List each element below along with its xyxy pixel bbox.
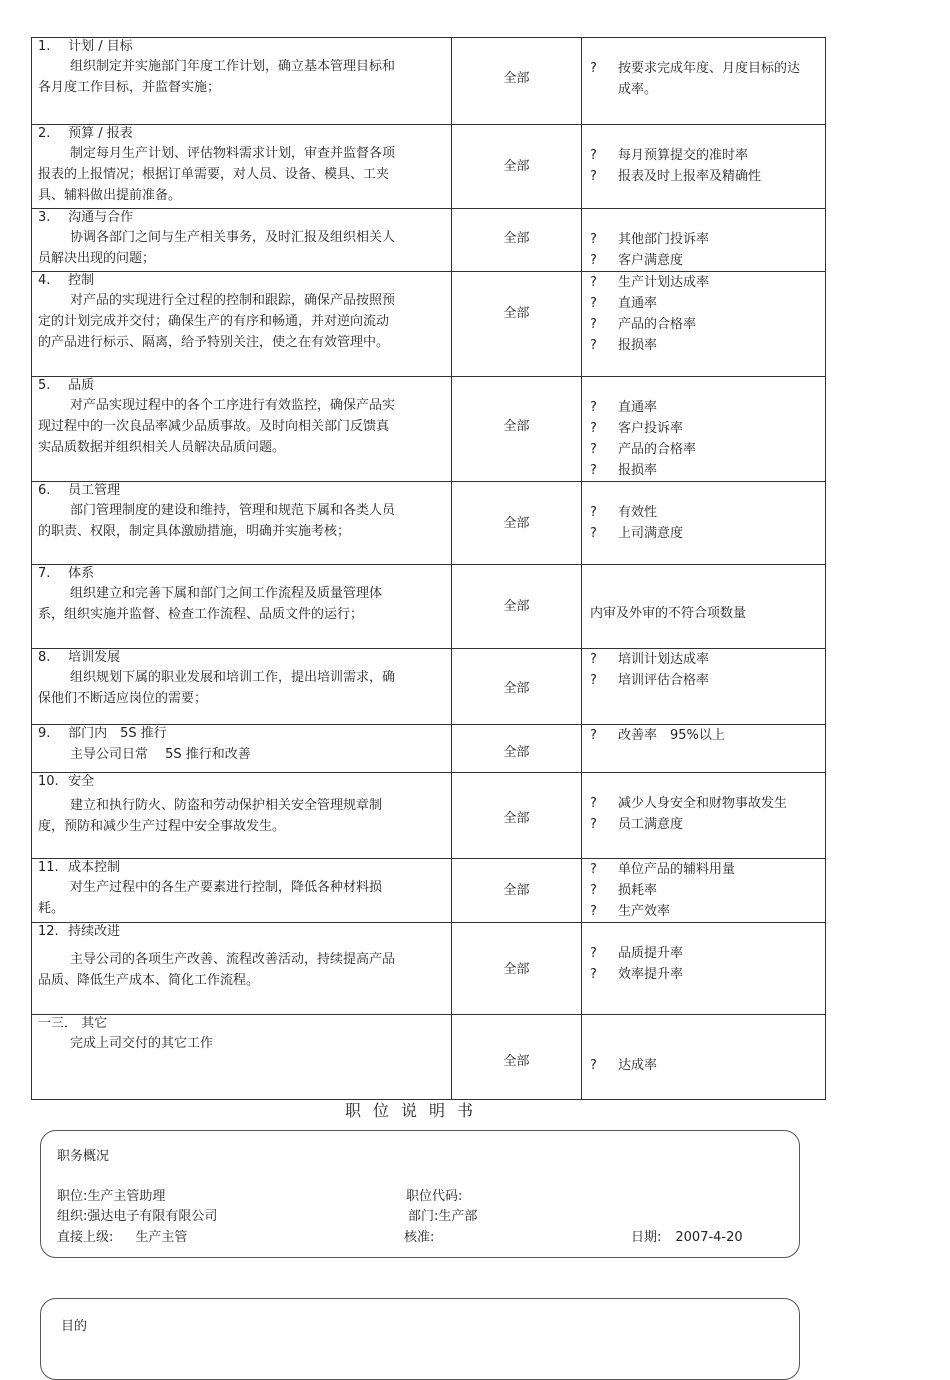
kpi-text: 报表及时上报率及精确性 [618,169,762,184]
duty-scope: 全部 [503,71,530,86]
kpi-item [590,314,817,335]
overview-box [40,1130,800,1258]
supervisor-field [57,1226,187,1245]
position-value: 生产主管助理 [87,1189,166,1204]
bullet-marker: ? [590,817,597,832]
bullet-marker: ? [590,883,597,898]
duty-number: 9. [38,726,51,741]
duty-row [32,38,826,125]
duty-row [32,725,826,773]
kpi-text: 效率提升率 [618,967,684,982]
duty-number: 7. [38,566,51,581]
duty-title-text: 部门内 5S 推行 [68,726,167,741]
bullet-marker: ? [590,728,597,743]
org-value: 强达电子有限有限公司 [87,1209,218,1224]
duty-title [38,859,445,877]
duty-title-text: 员工管理 [68,483,121,498]
code-field [406,1185,462,1204]
duty-row [32,773,826,859]
duty-title [38,125,445,143]
kpi-item [590,793,817,814]
kpi-item [590,502,817,523]
duty-desc: 建立和执行防火、防盗和劳动保护相关安全管理规章制度，预防和减少生产过程中安全事故发生。 [38,798,383,834]
kpi-item [590,649,817,670]
kpi-item [590,335,817,356]
duty-number: 一三． [38,1016,78,1031]
duty-description-cell [32,1015,452,1100]
kpi-text: 培训计划达成率 [618,652,710,667]
kpi-text: 产品的合格率 [618,442,697,457]
duty-scope: 全部 [503,231,530,246]
dept-value: 生产部 [438,1209,478,1224]
duty-title-text: 沟通与合作 [68,210,134,225]
kpi-text: 达成率 [618,1058,658,1073]
duty-description-cell [32,923,452,1015]
duty-title-text: 控制 [68,273,95,288]
duty-number: 8. [38,650,51,665]
duty-scope: 全部 [503,1054,530,1069]
duty-row [32,209,826,272]
date-value: 2007-4-20 [675,1230,743,1245]
kpi-item [590,439,817,460]
duty-title [38,773,445,791]
duty-title [38,923,445,941]
duty-row [32,482,826,565]
kpi-item [590,58,817,100]
duty-description-cell [32,482,452,565]
date-label: 日期: [631,1230,662,1245]
position-field [57,1185,165,1204]
duty-title [38,482,445,500]
duty-scope-cell [452,923,582,1015]
kpi-text: 报损率 [618,463,658,478]
duty-description-cell [32,773,452,859]
bullet-marker: ? [590,296,597,311]
duty-title [38,1015,445,1033]
bullet-marker: ? [590,61,597,76]
bullet-marker: ? [590,862,597,877]
bullet-marker: ? [590,967,597,982]
duty-scope: 全部 [503,745,530,760]
kpi-text: 生产计划达成率 [618,275,710,290]
dept-label: 部门: [408,1209,439,1224]
duty-scope: 全部 [503,306,530,321]
kpi-text: 品质提升率 [618,946,684,961]
duty-kpi-cell [582,125,826,209]
duty-title-text: 其它 [81,1016,108,1031]
duty-number: 2. [38,126,51,141]
overview-heading: 职务概况 [57,1149,110,1164]
approve-label: 核准: [404,1230,435,1245]
duty-number: 10. [38,774,59,789]
duty-desc: 组织制定并实施部门年度工作计划，确立基本管理目标和各月度工作目标，并监督实施； [38,59,396,95]
kpi-item [590,814,817,835]
kpi-text: 有效性 [618,505,658,520]
bullet-marker: ? [590,169,597,184]
duty-description-cell [32,725,452,773]
duty-desc: 组织规划下属的职业发展和培训工作，提出培训需求，确保他们不断适应岗位的需要； [38,670,396,706]
bullet-marker: ? [590,442,597,457]
kpi-item [590,670,817,691]
bullet-marker: ? [590,463,597,478]
kpi-item [590,523,817,544]
duty-number: 5. [38,378,51,393]
duty-scope-cell [452,725,582,773]
duty-kpi-cell [582,923,826,1015]
org-label: 组织: [57,1209,88,1224]
duties-table [31,37,826,1100]
kpi-item [590,725,817,746]
duty-row [32,565,826,649]
duty-scope-cell [452,38,582,125]
duty-desc: 对产品的实现进行全过程的控制和跟踪，确保产品按照预定的计划完成并交付；确保生产的有序和畅通，并对逆向流动的产品进行标示、隔离，给予特别关注，使之在有效管理中。 [38,293,396,350]
duty-row [32,125,826,209]
duty-desc: 对生产过程中的各生产要素进行控制，降低各种材料损耗。 [38,880,383,916]
duty-row [32,859,826,923]
duty-scope-cell [452,565,582,649]
kpi-item [590,964,817,985]
duty-scope-cell [452,649,582,725]
duty-title [38,649,445,667]
duty-title [38,377,445,395]
duty-kpi-cell [582,482,826,565]
kpi-item [590,418,817,439]
kpi-text: 单位产品的辅料用量 [618,862,736,877]
position-label: 职位: [57,1189,88,1204]
duty-title-text: 持续改进 [68,924,121,939]
duty-description-cell [32,125,452,209]
bullet-marker: ? [590,1058,597,1073]
kpi-item [590,250,817,271]
duty-scope: 全部 [503,883,530,898]
duty-title [38,209,445,227]
kpi-text: 培训评估合格率 [618,673,710,688]
kpi-text: 直通率 [618,400,658,415]
duty-desc: 完成上司交付的其它工作 [70,1036,214,1051]
bullet-marker: ? [590,526,597,541]
duty-row [32,1015,826,1100]
duty-title [38,565,445,583]
duty-scope-cell [452,125,582,209]
bullet-marker: ? [590,421,597,436]
duty-desc: 部门管理制度的建设和维持，管理和规范下属和各类人员的职责、权限，制定具体激励措施，明确并实施考核； [38,503,396,539]
dept-field [408,1205,477,1224]
duty-title [38,38,445,56]
bullet-marker: ? [590,317,597,332]
bullet-marker: ? [590,400,597,415]
bullet-marker: ? [590,253,597,268]
duty-title [38,725,445,743]
duty-title-text: 品质 [68,378,95,393]
duty-scope-cell [452,209,582,272]
duty-title-text: 安全 [68,774,95,789]
duty-description-cell [32,209,452,272]
duty-kpi-cell [582,859,826,923]
date-field [631,1226,743,1245]
duty-description-cell [32,38,452,125]
duty-desc: 主导公司的各项生产改善、流程改善活动，持续提高产品品质、降低生产成本、简化工作流程。 [38,952,396,988]
kpi-text: 减少人身安全和财物事故发生 [618,796,788,811]
purpose-box [40,1298,800,1380]
duty-scope-cell [452,272,582,377]
duty-row [32,923,826,1015]
kpi-text: 内审及外审的不符合项数量 [590,606,747,621]
kpi-item [590,145,817,166]
kpi-item [590,460,817,481]
duty-kpi-cell [582,377,826,482]
bullet-marker: ? [590,505,597,520]
kpi-item [590,229,817,250]
duty-desc: 主导公司日常 5S 推行和改善 [70,747,251,762]
supervisor-label: 直接上级: [57,1230,114,1245]
duty-description-cell [32,377,452,482]
duty-description-cell [32,272,452,377]
kpi-item [590,166,817,187]
duty-row [32,272,826,377]
bullet-marker: ? [590,946,597,961]
kpi-item [590,1055,817,1076]
duty-desc: 协调各部门之间与生产相关事务，及时汇报及组织相关人员解决出现的问题； [38,230,396,266]
supervisor-value: 生产主管 [135,1230,188,1245]
duty-scope-cell [452,1015,582,1100]
kpi-text: 损耗率 [618,883,658,898]
duty-scope: 全部 [503,681,530,696]
duty-number: 4. [38,273,51,288]
duty-title-text: 成本控制 [68,860,121,875]
duty-number: 3. [38,210,51,225]
duty-kpi-cell [582,38,826,125]
duty-row [32,377,826,482]
kpi-item [590,901,817,922]
duty-scope: 全部 [503,962,530,977]
duty-number: 11. [38,860,59,875]
duty-desc: 制定每月生产计划、评估物料需求计划，审查并监督各项报表的上报情况；根据订单需要，对人员、设备、模具、工夹具、辅料做出提前准备。 [38,146,396,203]
kpi-text: 报损率 [618,338,658,353]
duty-scope: 全部 [503,159,530,174]
kpi-text: 客户投诉率 [618,421,684,436]
duty-desc: 组织建立和完善下属和部门之间工作流程及质量管理体系，组织实施并监督、检查工作流程、品质文件的运行； [38,586,383,622]
kpi-text: 其他部门投诉率 [618,232,710,247]
bullet-marker: ? [590,652,597,667]
duty-description-cell [32,859,452,923]
bullet-marker: ? [590,904,597,919]
duty-number: 12. [38,924,59,939]
duty-description-cell [32,565,452,649]
kpi-item [590,943,817,964]
duty-scope: 全部 [503,599,530,614]
duty-kpi-cell [582,1015,826,1100]
bullet-marker: ? [590,232,597,247]
kpi-text: 生产效率 [618,904,671,919]
duty-title [38,272,445,290]
kpi-item [590,272,817,293]
bullet-marker: ? [590,148,597,163]
duty-scope-cell [452,859,582,923]
duty-kpi-cell [582,272,826,377]
duty-title-text: 体系 [68,566,95,581]
duty-kpi-cell [582,565,826,649]
duty-desc: 对产品实现过程中的各个工序进行有效监控，确保产品实现过程中的一次良品率减少品质事故。及时向相关部门反馈真实品质数据并组织相关人员解决品质问题。 [38,398,396,455]
duty-scope: 全部 [503,419,530,434]
duty-title-text: 培训发展 [68,650,121,665]
kpi-text: 改善率 95%以上 [618,728,725,743]
duty-kpi-cell [582,725,826,773]
duty-kpi-cell [582,773,826,859]
kpi-text: 直通率 [618,296,658,311]
kpi-text: 每月预算提交的准时率 [618,148,749,163]
kpi-text: 上司满意度 [618,526,684,541]
kpi-item [590,293,817,314]
kpi-text: 按要求完成年度、月度目标的达成率。 [618,61,801,97]
duty-title-text: 计划 / 目标 [68,39,133,54]
duty-number: 1. [38,39,51,54]
kpi-text: 客户满意度 [618,253,684,268]
duty-kpi-cell [582,649,826,725]
bullet-marker: ? [590,338,597,353]
duty-description-cell [32,649,452,725]
duty-scope: 全部 [503,516,530,531]
purpose-heading: 目的 [61,1319,88,1334]
kpi-item [590,859,817,880]
document-title: 职位说明书 [344,1101,485,1120]
duty-title-text: 预算 / 报表 [68,126,133,141]
bullet-marker: ? [590,275,597,290]
duty-kpi-cell [582,209,826,272]
duty-scope: 全部 [503,811,530,826]
duty-number: 6. [38,483,51,498]
kpi-text: 产品的合格率 [618,317,697,332]
kpi-item [590,880,817,901]
duty-scope-cell [452,377,582,482]
kpi-item [590,397,817,418]
bullet-marker: ? [590,673,597,688]
org-field [57,1205,217,1224]
kpi-text: 员工满意度 [618,817,684,832]
duty-row [32,649,826,725]
code-label: 职位代码: [406,1189,463,1204]
duty-scope-cell [452,773,582,859]
bullet-marker: ? [590,796,597,811]
duty-scope-cell [452,482,582,565]
approve-field [404,1226,434,1245]
